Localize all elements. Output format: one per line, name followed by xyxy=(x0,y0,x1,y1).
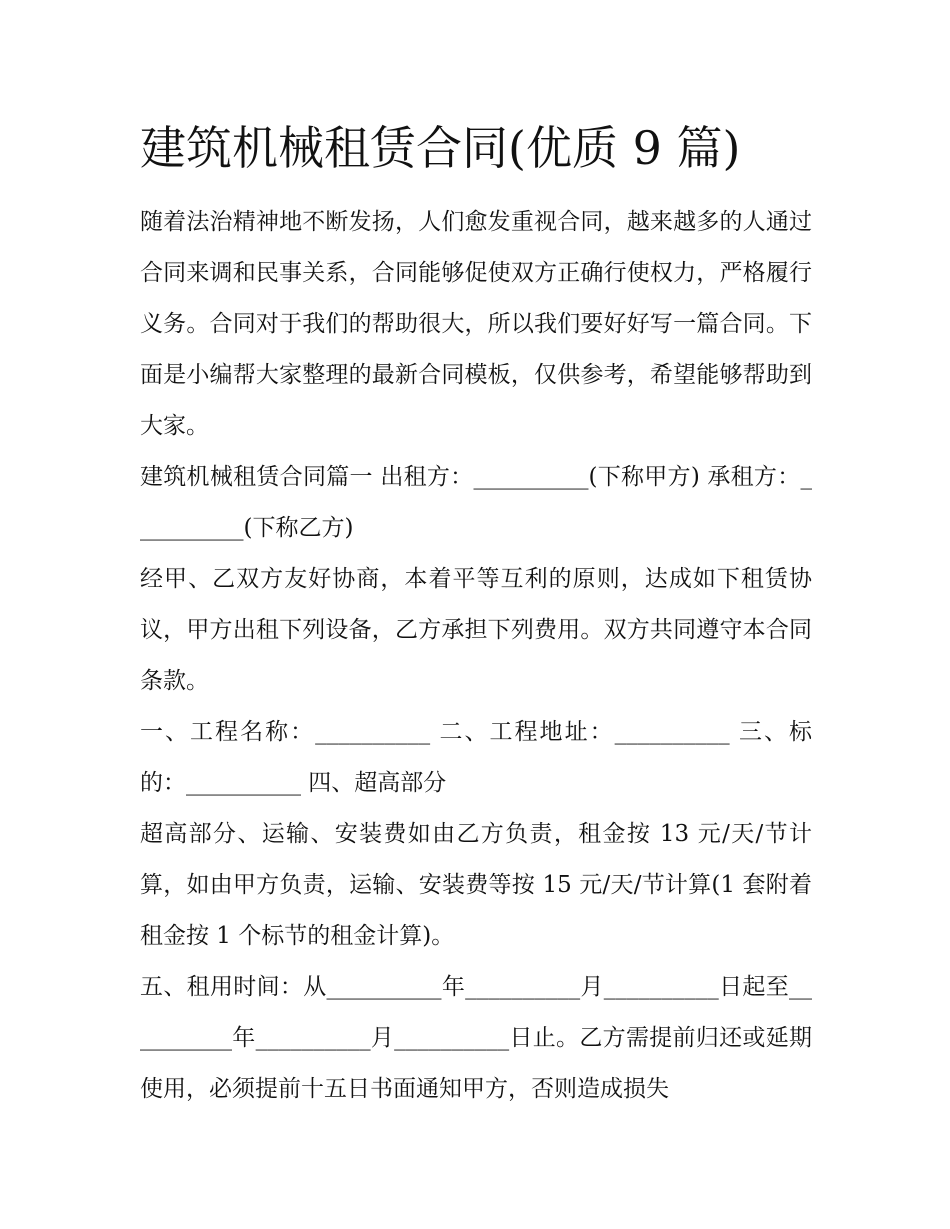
intro-paragraph: 随着法治精神地不断发扬，人们愈发重视合同，越来越多的人通过合同来调和民事关系，合同能够促使双方正确行使权力，严格履行义务。合同对于我们的帮助很大，所以我们要好好写一篇合同。下面是小编帮大家整理的最新合同模板，仅供参考，希望能够帮助到大家。 xyxy=(140,209,812,439)
rental-period-paragraph: 五、租用时间：从__________年__________月__________日起至__________年__________月__________日止。乙方需提前归还或延期使用，必须提前十五日书面通知甲方，否则造成损失 xyxy=(140,974,812,1102)
agreement-paragraph: 经甲、乙双方友好协商，本着平等互利的原则，达成如下租赁协议，甲方出租下列设备，乙方承担下列费用。双方共同遵守本合同条款。 xyxy=(140,566,812,694)
document-title: 建筑机械租赁合同(优质 9 篇) xyxy=(140,121,741,175)
project-info-paragraph: 一、工程名称：__________ 二、工程地址：__________ 三、标的：__________ 四、超高部分 xyxy=(140,719,812,796)
document-body xyxy=(140,197,812,1115)
fee-paragraph: 超高部分、运输、安装费如由乙方负责，租金按 13 元/天/节计算，如由甲方负责，运输、安装费等按 15 元/天/节计算(1 套附着租金按 1 个标节的租金计算)。 xyxy=(140,821,812,949)
parties-paragraph: 建筑机械租赁合同篇一 出租方：__________(下称甲方) 承租方：__________(下称乙方) xyxy=(140,464,812,541)
